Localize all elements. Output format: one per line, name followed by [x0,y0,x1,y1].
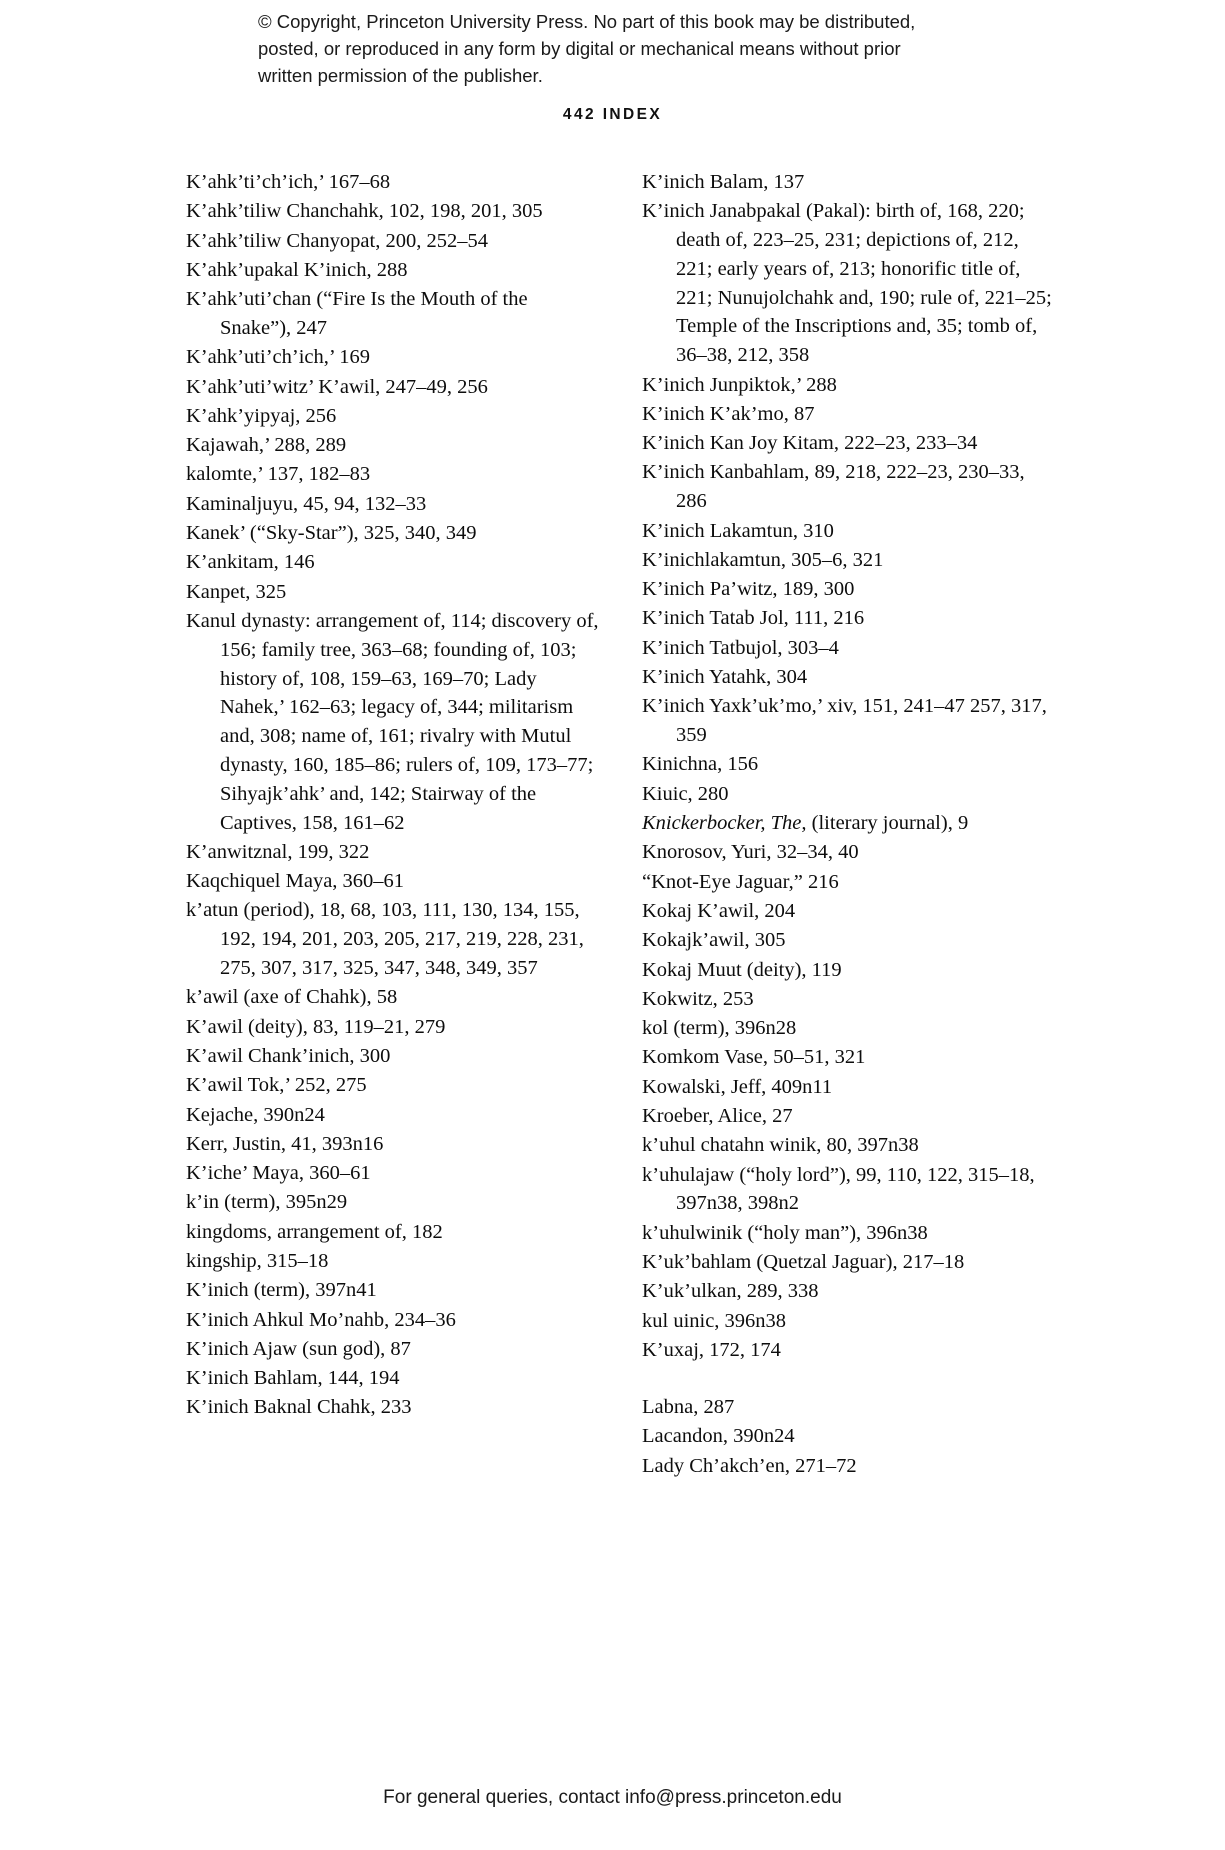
index-entry-text: kingship, 315–18 [186,1249,329,1272]
index-entry-text: K’uk’ulkan, 289, 338 [642,1280,819,1303]
index-entry-text: K’ahk’uti’ch’ich,’ 169 [186,346,371,369]
index-entry-text: k’in (term), 395n29 [186,1191,348,1214]
index-entry [642,517,1056,546]
index-entry-text: K’ahk’uti’chan (“Fire Is the Mouth of the Snake”), 247 [186,288,528,339]
index-entry [642,1277,1056,1306]
index-entry [642,1102,1056,1131]
index-entry [186,460,600,489]
index-entry [186,168,600,197]
index-entry-text: Knorosov, Yuri, 32–34, 40 [642,841,859,864]
index-entry [642,197,1056,370]
index-entry-text: K’inich Tatab Jol, 111, 216 [642,607,865,630]
index-entry-text: K’inich Janabpakal (Pakal): birth of, 168, 220; death of, 223–25, 231; depictions of, 212, 221; early years of, 213; honorific title of, 221; Nunujolchahk and, 190; rule of, 221–25; Temple of the Inscriptions and, 35; tomb of, 36–38, 212, 358 [642,200,1052,367]
index-entry-text: K’inich Ajaw (sun god), 87 [186,1337,411,1360]
index-entry [642,604,1056,633]
index-entry [186,867,600,896]
index-entry-text: Lacandon, 390n24 [642,1425,795,1448]
index-entry [642,400,1056,429]
index-entry-text: Kaminaljuyu, 45, 94, 132–33 [186,492,427,515]
index-entry [642,750,1056,779]
index-entry [642,1014,1056,1043]
index-entry-text: “Knot-Eye Jaguar,” 216 [642,870,839,893]
index-entry-text: K’ahk’tiliw Chanchahk, 102, 198, 201, 305 [186,200,543,223]
index-entry-text: kol (term), 396n28 [642,1017,797,1040]
index-entry [642,1043,1056,1072]
index-entry [186,1071,600,1100]
index-entry-text: K’inichlakamtun, 305–6, 321 [642,548,884,571]
letter-break [642,1365,1056,1393]
index-entry-text: K’awil Chank’inich, 300 [186,1044,391,1067]
index-entry-text: K’ahk’ti’ch’ich,’ 167–68 [186,171,391,193]
index-entry [186,1218,600,1247]
index-entry-text: k’uhulwinik (“holy man”), 396n38 [642,1221,928,1244]
index-entry-text: kul uinic, 396n38 [642,1309,787,1332]
index-entry [186,896,600,982]
index-entry-text: K’anwitznal, 199, 322 [186,840,370,863]
index-entry-text: K’iche’ Maya, 360–61 [186,1162,371,1185]
index-entry [186,1101,600,1130]
index-entry [186,983,600,1012]
index-entry [186,1364,600,1393]
index-entry [642,1452,1056,1481]
index-entry-text: Kokwitz, 253 [642,987,754,1010]
index-entry-text: Lady Ch’akch’en, 271–72 [642,1454,857,1477]
index-entry [186,578,600,607]
index-entry-text: Kaqchiquel Maya, 360–61 [186,870,405,893]
index-entry [642,663,1056,692]
index-entry-text: K’ahk’uti’witz’ K’awil, 247–49, 256 [186,375,488,398]
index-entry [642,168,1056,197]
index-entry [186,373,600,402]
index-entry [186,1013,600,1042]
index-entry-text: K’inich Pa’witz, 189, 300 [642,578,855,601]
index-entry-text: k’uhul chatahn winik, 80, 397n38 [642,1134,919,1157]
index-entry [642,692,1056,750]
index-entry [642,1073,1056,1102]
index-column-left [186,168,600,1481]
index-entry [186,838,600,867]
index-entry [186,1188,600,1217]
index-entry-text: kingdoms, arrangement of, 182 [186,1220,443,1243]
index-entry [642,458,1056,516]
index-entry [642,1161,1056,1219]
index-entry-text: Kokaj K’awil, 204 [642,899,796,922]
index-entry-text: kalomte,’ 137, 182–83 [186,463,371,486]
footer-notice: For general queries, contact info@press.princeton.edu [383,1787,842,1808]
index-entry-text: k’uhulajaw (“holy lord”), 99, 110, 122, 315–18, 397n38, 398n2 [642,1163,1035,1215]
index-entry [186,197,600,226]
index-entry-text: K’inich (term), 397n41 [186,1279,377,1302]
index-entry [186,227,600,256]
index-entry-text: K’inich Junpiktok,’ 288 [642,373,837,396]
index-entry [186,548,600,577]
index-columns [186,168,1056,1481]
index-entry-text: Kroeber, Alice, 27 [642,1105,793,1127]
index-entry-text: K’ahk’tiliw Chanyopat, 200, 252–54 [186,229,488,252]
index-entry [642,897,1056,926]
index-entry-text: k’atun (period), 18, 68, 103, 111, 130, 134, 155, 192, 194, 201, 203, 205, 217, 219, 228, 231, 275, 307, 317, 325, 347, 348, 349, 357 [186,899,584,980]
index-entry-text: Knickerbocker, The, (literary journal), 9 [642,812,969,835]
index-entry [642,1393,1056,1422]
index-entry-text: K’ahk’yipyaj, 256 [186,404,337,427]
index-entry-text: Kanpet, 325 [186,580,287,603]
index-entry [642,1248,1056,1277]
index-entry-text: K’inich Kan Joy Kitam, 222–23, 233–34 [642,432,978,455]
index-entry [186,1130,600,1159]
index-entry [642,429,1056,458]
index-entry [186,1335,600,1364]
index-entry [186,1393,600,1422]
index-entry-text: K’awil (deity), 83, 119–21, 279 [186,1015,446,1038]
index-entry-text: Kejache, 390n24 [186,1103,325,1126]
index-entry [642,1131,1056,1160]
index-entry [642,838,1056,867]
index-entry-text: K’inich Balam, 137 [642,171,805,193]
index-entry-text: Kerr, Justin, 41, 393n16 [186,1132,384,1155]
index-entry [642,634,1056,663]
index-entry-text: K’inich Kanbahlam, 89, 218, 222–23, 230–33, 286 [642,461,1025,513]
index-entry-text: K’inich Tatbujol, 303–4 [642,636,839,659]
index-entry [186,402,600,431]
index-entry-text: Kanul dynasty: arrangement of, 114; discovery of, 156; family tree, 363–68; founding of, 103; history of, 108, 159–63, 169–70; Lady Nahek,’ 162–63; legacy of, 344; militarism and, 308; name of, 161; rivalry with Mutul dynasty, 160, 185–86; rulers of, 109, 173–77; Sihyajk’ahk’ and, 142; Stairway of the Captives, 158, 161–62 [186,609,599,834]
index-entry [186,490,600,519]
index-entry [642,546,1056,575]
index-entry [186,431,600,460]
index-column-right [642,168,1056,1481]
index-entry [642,780,1056,809]
index-entry-text: k’awil (axe of Chahk), 58 [186,986,398,1009]
index-entry [186,1042,600,1071]
index-entry [186,285,600,343]
index-entry-text: K’inich Ahkul Mo’nahb, 234–36 [186,1308,456,1331]
index-entry-text: K’inich K’ak’mo, 87 [642,402,815,425]
index-entry [642,809,1056,838]
index-entry-text: K’ahk’upakal K’inich, 288 [186,258,408,281]
index-entry [186,1276,600,1305]
index-entry-text: K’inich Lakamtun, 310 [642,519,834,542]
index-entry-text: K’inich Bahlam, 144, 194 [186,1367,400,1390]
index-entry [186,256,600,285]
index-entry-text: Kinichna, 156 [642,753,759,776]
index-entry [642,1219,1056,1248]
copyright-notice: © Copyright, Princeton University Press. No part of this book may be distributed, posted, or reproduced in any form by digital or mechanical means without prior written permission of the publisher. [258,11,916,86]
index-entry-text: Kokaj Muut (deity), 119 [642,958,842,981]
index-entry [186,607,600,837]
index-entry [642,1307,1056,1336]
index-entry [642,371,1056,400]
index-entry-text: K’inich Yatahk, 304 [642,666,808,689]
index-entry [186,1306,600,1335]
index-entry-text: Kokajk’awil, 305 [642,929,786,952]
index-entry-text: K’uxaj, 172, 174 [642,1338,781,1361]
running-head: 442 INDEX [562,106,663,123]
index-entry [186,519,600,548]
index-entry [186,343,600,372]
index-entry-text: Kiuic, 280 [642,782,729,805]
index-entry-text: K’inich Yaxk’uk’mo,’ xiv, 151, 241–47 257, 317, 359 [642,695,1047,747]
index-entry-text: Kanek’ (“Sky-Star”), 325, 340, 349 [186,522,477,545]
index-entry [642,1336,1056,1365]
index-entry-text: Komkom Vase, 50–51, 321 [642,1046,866,1069]
index-entry [642,575,1056,604]
index-entry-text: K’ankitam, 146 [186,551,315,574]
index-entry [642,1422,1056,1451]
index-entry [186,1159,600,1188]
index-entry-text: Kajawah,’ 288, 289 [186,434,347,457]
index-entry-text: K’uk’bahlam (Quetzal Jaguar), 217–18 [642,1250,965,1273]
index-entry [186,1247,600,1276]
index-entry [642,956,1056,985]
index-entry-text: K’awil Tok,’ 252, 275 [186,1074,367,1097]
index-entry [642,868,1056,897]
index-entry-text: Labna, 287 [642,1396,735,1419]
index-entry [642,926,1056,955]
index-entry-text: Kowalski, Jeff, 409n11 [642,1075,833,1098]
index-entry [642,985,1056,1014]
index-entry-text: K’inich Baknal Chahk, 233 [186,1396,412,1419]
